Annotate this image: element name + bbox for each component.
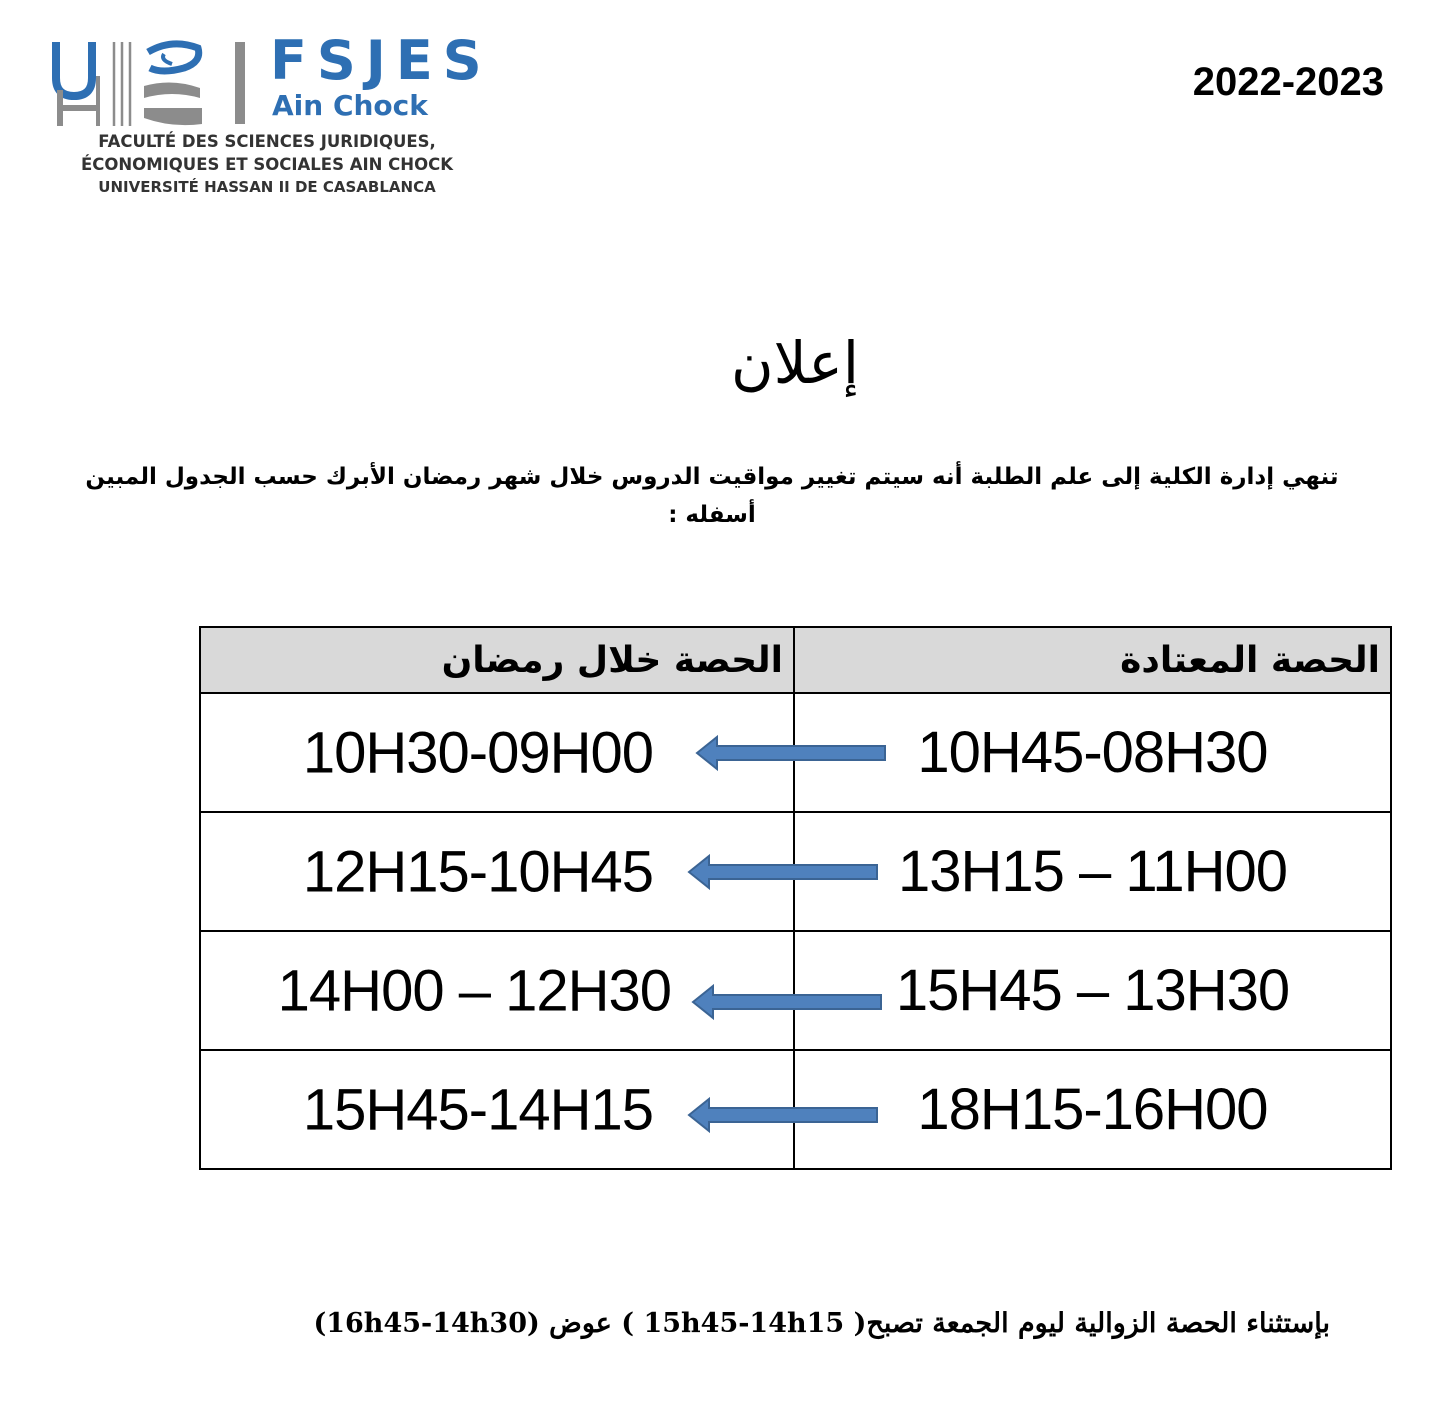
table-row bbox=[200, 812, 1391, 931]
ramadan-time: 15H45-14H15 bbox=[302, 1077, 653, 1142]
logo-line-university: UNIVERSITÉ HASSAN II DE CASABLANCA bbox=[98, 178, 436, 196]
announcement-line-1: تنهي إدارة الكلية إلى علم الطلبة أنه سيتم تغيير مواقيت الدروس خلال شهر رمضان الأبرك حسب الجدول المبين bbox=[85, 464, 1339, 490]
regular-cell bbox=[794, 812, 1391, 931]
regular-time: 13H15 – 11H00 bbox=[897, 839, 1287, 904]
logo-divider bbox=[235, 42, 245, 124]
arrow-left-icon bbox=[685, 1095, 881, 1135]
announcement-line-2: أسفله : bbox=[668, 502, 756, 528]
table-row bbox=[200, 1050, 1391, 1169]
announcement-text bbox=[62, 458, 1362, 534]
ramadan-cell bbox=[200, 931, 794, 1050]
academic-year: 2022-2023 bbox=[1192, 60, 1384, 104]
logo-line-economics: ÉCONOMIQUES ET SOCIALES AIN CHOCK bbox=[80, 155, 454, 174]
faculty-logo bbox=[52, 29, 492, 203]
logo-emblem-icon bbox=[52, 38, 212, 130]
arrow-left-icon bbox=[693, 733, 889, 773]
table-row bbox=[200, 931, 1391, 1050]
logo-line-faculty: FACULTÉ DES SCIENCES JURIDIQUES, bbox=[98, 132, 436, 151]
regular-time: 15H45 – 13H30 bbox=[895, 958, 1290, 1023]
ramadan-time: 12H15-10H45 bbox=[302, 839, 653, 904]
regular-time: 18H15-16H00 bbox=[917, 1077, 1268, 1142]
friday-exception-note: بإستثناء الحصة الزوالية ليوم الجمعة تصبح( 15h45-14h15 ) عوض (16h45-14h30) bbox=[313, 1308, 1330, 1339]
table-row bbox=[200, 693, 1391, 812]
header-ramadan: الحصة خلال رمضان bbox=[200, 627, 794, 693]
logo-subtitle: Ain Chock bbox=[272, 89, 428, 122]
logo-name: FSJES bbox=[270, 29, 492, 92]
announcement-title: إعلان bbox=[731, 329, 859, 397]
ramadan-cell bbox=[200, 1050, 794, 1169]
table-header-row bbox=[200, 627, 1391, 693]
ramadan-time: 14H00 – 12H30 bbox=[277, 958, 671, 1023]
ramadan-cell bbox=[200, 693, 794, 812]
arrow-left-icon bbox=[685, 852, 881, 892]
regular-time: 10H45-08H30 bbox=[917, 720, 1268, 785]
arrow-left-icon bbox=[689, 982, 885, 1022]
ramadan-cell bbox=[200, 812, 794, 931]
regular-cell bbox=[794, 1050, 1391, 1169]
ramadan-time: 10H30-09H00 bbox=[302, 720, 653, 785]
schedule-table bbox=[199, 626, 1392, 1170]
header-regular: الحصة المعتادة bbox=[794, 627, 1391, 693]
